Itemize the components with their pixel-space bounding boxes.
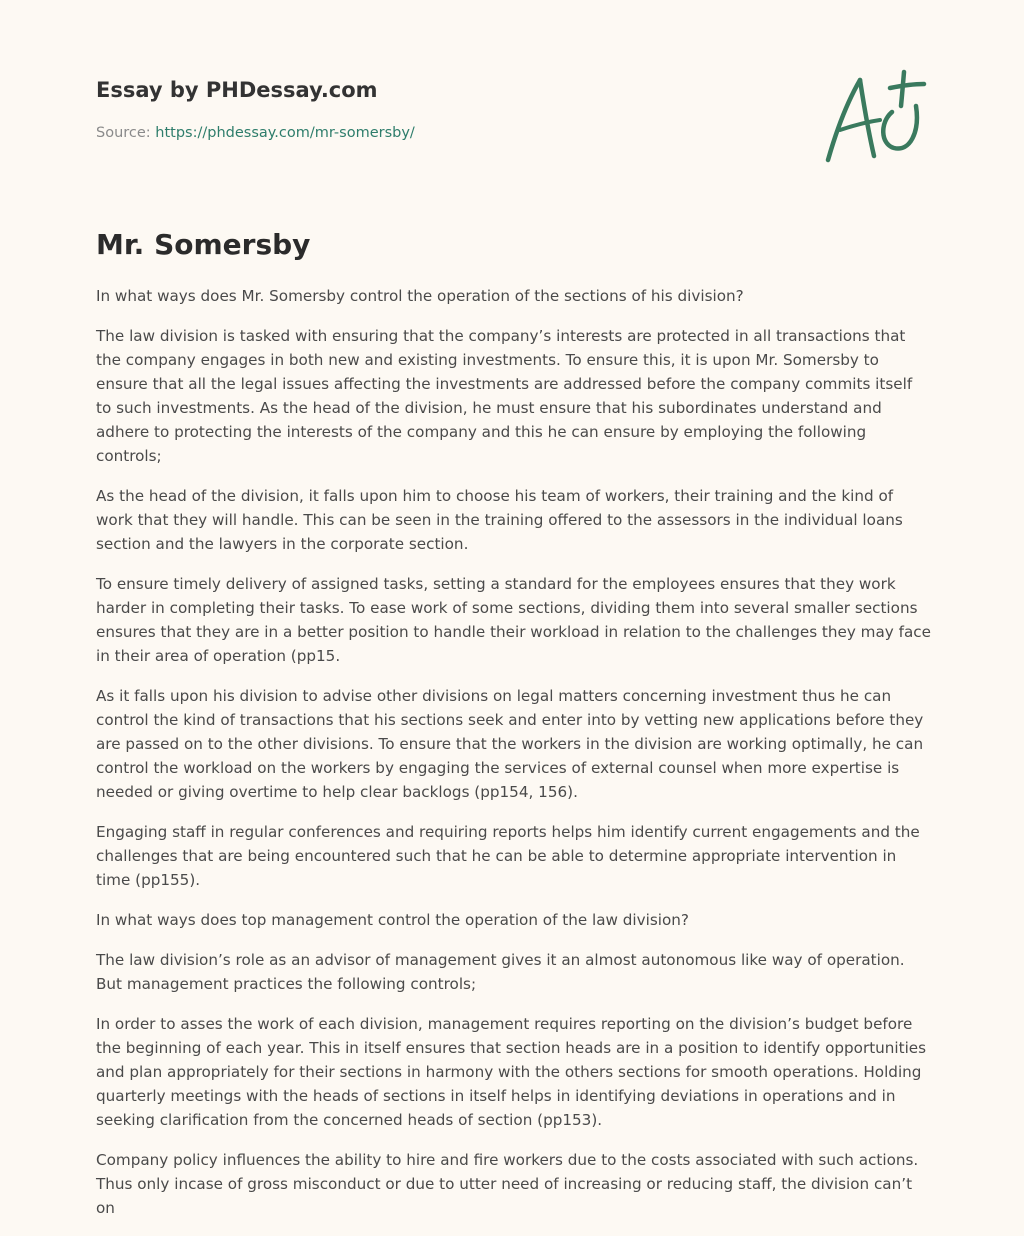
article-paragraph: In order to asses the work of each division, management requires reporting on the division’s budget before the beginning of each year. This in itself ensures that section heads are in a position to identify opportunities and plan appropriately for their sections in harmony with the others sections for smooth operations. Holding quarterly meetings with the heads of sections in itself helps in identifying deviations in operations and in seeking clarification from the concerned heads of section (pp153). (96, 1015, 927, 1129)
source-link[interactable]: https://phdessay.com/mr-somersby/ (155, 125, 415, 141)
page-header (96, 76, 796, 143)
site-brand: Essay by PHDessay.com (96, 78, 378, 102)
article-body (96, 284, 932, 1236)
source-label: Source: (96, 125, 156, 141)
article-paragraph: In what ways does Mr. Somersby control the operation of the sections of his division? (96, 287, 744, 305)
article-paragraph: The law division is tasked with ensuring that the company’s interests are protected in all transactions that the company engages in both new and existing investments. To ensure this, it is upon Mr. Somersby to ensure that all the legal issues affecting the investments are addressed before the company commits itself to such investments. As the head of the division, he must ensure that his subordinates understand and adhere to protecting the interests of the company and this he can ensure by employing the following controls; (96, 327, 913, 465)
source-line (96, 123, 796, 143)
article-paragraph: The law division’s role as an advisor of management gives it an almost autonomous like way of operation. But management practices the following controls; (96, 951, 905, 993)
a-plus-logo-icon (820, 66, 932, 166)
article-paragraph: As it falls upon his division to advise other divisions on legal matters concerning investment thus he can control the kind of transactions that his sections seek and enter into by vetting new applications before they are passed on to the other divisions. To ensure that the workers in the division are working optimally, he can control the workload on the workers by engaging the services of external counsel when more expertise is needed or giving overtime to help clear backlogs (pp154, 156). (96, 687, 924, 801)
article-paragraph: To ensure timely delivery of assigned tasks, setting a standard for the employees ensures that they work harder in completing their tasks. To ease work of some sections, dividing them into several smaller sections ensures that they are in a better position to handle their workload in relation to the challenges they may face in their area of operation (pp15. (96, 575, 931, 665)
article-paragraph: As the head of the division, it falls upon him to choose his team of workers, their training and the kind of work that they will handle. This can be seen in the training offered to the assessors in the individual loans section and the lawyers in the corporate section. (96, 487, 903, 553)
article-title: Mr. Somersby (96, 228, 311, 261)
article-paragraph: In what ways does top management control the operation of the law division? (96, 911, 689, 929)
article-paragraph: Company policy influences the ability to hire and fire workers due to the costs associated with such actions. Thus only incase of gross misconduct or due to utter need of increasing or reducing staff, the division can’t on (96, 1151, 919, 1217)
article-paragraph: Engaging staff in regular conferences and requiring reports helps him identify current engagements and the challenges that are being encountered such that he can be able to determine appropriate intervention in time (pp155). (96, 823, 920, 889)
